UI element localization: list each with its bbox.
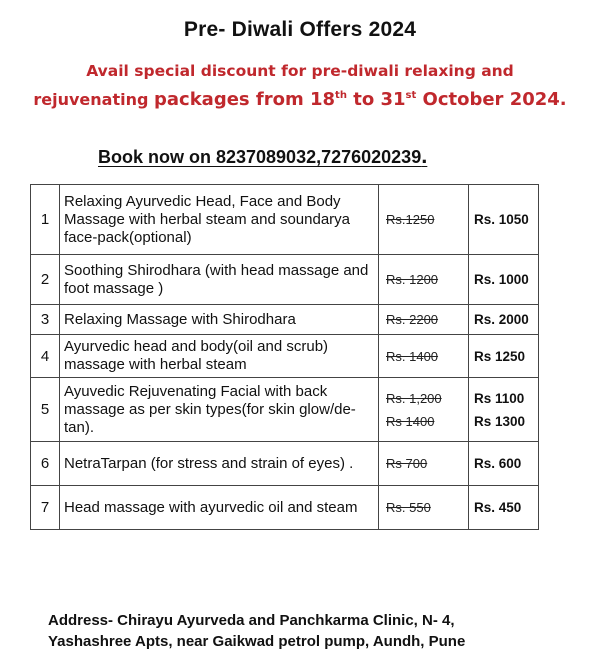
table-row — [31, 185, 539, 255]
old-price: Rs. 1400 — [386, 348, 439, 364]
old-price-cell — [379, 305, 469, 335]
offer-number: 2 — [31, 255, 60, 305]
booking-phone-text: Book now on 8237089032,7276020239 — [98, 147, 422, 167]
offer-price-cell — [469, 378, 539, 442]
page-title: Pre- Diwali Offers 2024 — [183, 18, 417, 41]
old-price: Rs 700 — [386, 456, 428, 471]
offer-price-cell — [469, 305, 539, 335]
old-price: Rs. 1,200 — [386, 390, 442, 406]
old-price-cell — [379, 335, 469, 378]
offer-price-cell — [469, 255, 539, 305]
offer-price-cell — [469, 185, 539, 255]
offer-price: Rs 1250 — [474, 348, 526, 364]
offer-number: 7 — [31, 486, 60, 530]
old-price: Rs. 2200 — [386, 312, 439, 327]
offer-price: Rs. 600 — [474, 456, 522, 471]
old-price: Rs.1250 — [386, 212, 435, 227]
offer-price-cell — [469, 335, 539, 378]
promo-small-text: rejuvenating — [33, 90, 149, 109]
booking-line — [98, 143, 427, 169]
old-price: Rs. 1200 — [386, 272, 439, 287]
offer-description: NetraTarpan (for stress and strain of eyes) . — [60, 442, 379, 486]
offer-price: Rs. 1050 — [474, 212, 529, 227]
offer-description: Soothing Shirodhara (with head massage and foot massage ) — [60, 255, 379, 305]
offer-description: Relaxing Massage with Shirodhara — [60, 305, 379, 335]
old-price: Rs. 550 — [386, 500, 431, 515]
table-row — [31, 486, 539, 530]
promo-line-2 — [0, 89, 600, 110]
booking-dot: . — [421, 143, 428, 168]
offer-description: Ayuvedic Rejuvenating Facial with back massage as per skin types(for skin glow/de-tan). — [60, 378, 379, 442]
promo-line-1: Avail special discount for pre-diwali relaxing and — [86, 62, 514, 80]
offer-number: 5 — [31, 378, 60, 442]
old-price-cell — [379, 255, 469, 305]
address-line-2: Yashashree Apts, near Gaikwad petrol pump, Aundh, Pune — [48, 633, 466, 650]
offer-price-cell — [469, 442, 539, 486]
offer-price: Rs 1300 — [474, 413, 526, 429]
offer-price-cell — [469, 486, 539, 530]
table-row — [31, 335, 539, 378]
old-price: Rs 1400 — [386, 413, 435, 429]
table-row — [31, 378, 539, 442]
offer-number: 1 — [31, 185, 60, 255]
offer-price: Rs. 2000 — [474, 312, 529, 327]
table-row — [31, 305, 539, 335]
old-price-cell — [379, 378, 469, 442]
old-price-cell — [379, 185, 469, 255]
address-block — [48, 610, 568, 652]
offer-description: Ayurvedic head and body(oil and scrub) massage with herbal steam — [60, 335, 379, 378]
offer-price: Rs 1100 — [474, 390, 525, 406]
offer-number: 4 — [31, 335, 60, 378]
table-row — [31, 255, 539, 305]
offer-number: 6 — [31, 442, 60, 486]
address-line-1: Address- Chirayu Ayurveda and Panchkarma Clinic, N- 4, — [48, 612, 455, 629]
offers-table — [30, 184, 539, 530]
table-row — [31, 442, 539, 486]
old-price-cell — [379, 442, 469, 486]
offer-number: 3 — [31, 305, 60, 335]
promo-big-text: packages from 18th to 31st October 2024. — [154, 89, 567, 110]
old-price-cell — [379, 486, 469, 530]
offer-price: Rs. 1000 — [474, 272, 529, 287]
offer-price: Rs. 450 — [474, 500, 522, 515]
offer-description: Head massage with ayurvedic oil and steam — [60, 486, 379, 530]
offer-description: Relaxing Ayurvedic Head, Face and Body Massage with herbal steam and soundarya face-pack(optional) — [60, 185, 379, 255]
